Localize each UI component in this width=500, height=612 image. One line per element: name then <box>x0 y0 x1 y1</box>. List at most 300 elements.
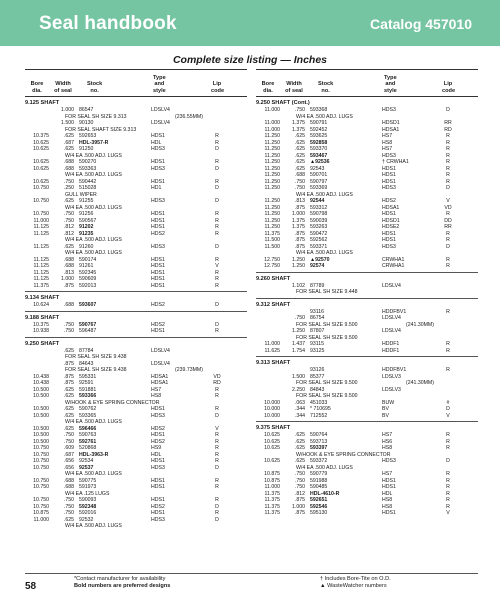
lip-code-cell: D <box>446 243 450 250</box>
header-width: Width of seal <box>54 81 72 94</box>
type-style-cell: HDS1 <box>151 276 165 282</box>
lip-code-cell: D <box>215 165 219 172</box>
stock-no-cell: 93116 <box>310 308 325 315</box>
lip-code-cell: R <box>446 165 450 172</box>
right-listing <box>256 100 478 517</box>
bore-dia-cell: 10.750 <box>33 464 49 471</box>
seal-width-cell: 1.375 <box>292 217 305 224</box>
seal-width-cell: .688 <box>63 165 74 172</box>
stock-no-cell: 590764 <box>310 432 328 438</box>
stock-no-cell: 87807 <box>310 328 325 334</box>
seal-width-cell: 1.250 <box>292 263 305 269</box>
type-style-cell: HDSA1 <box>382 126 400 133</box>
seal-width-cell: .656 <box>63 458 74 464</box>
seal-width-cell: .750 <box>63 321 74 328</box>
stock-no-cell: 593607 <box>79 302 97 308</box>
stock-no-cell: 590270 <box>79 159 97 165</box>
type-style-cell: HD1 <box>151 185 162 191</box>
seal-width-cell: .625 <box>294 432 305 438</box>
bore-dia-cell: 11.250 <box>264 146 280 152</box>
seal-width-cell: 1.000 <box>292 211 305 217</box>
bore-dia-cell: 11.250 <box>264 185 280 191</box>
note-text: W/4 EA .500 ADJ. LUGS <box>296 464 353 471</box>
bore-dia-cell: 10.938 <box>33 328 49 334</box>
seal-width-cell: 2.250 <box>292 386 305 393</box>
lip-code-cell: V <box>446 510 450 516</box>
lip-code-cell: RR <box>444 224 452 230</box>
shaft-section-title: 9.125 SHAFT <box>25 100 60 106</box>
type-style-cell: HDS1 <box>151 458 165 464</box>
stock-no-cell: 590791 <box>310 120 328 126</box>
type-style-cell: HDS1 <box>151 406 165 412</box>
seal-width-cell: .625 <box>63 412 74 419</box>
seal-width-cell: .812 <box>63 230 74 237</box>
type-style-cell: HDS3 <box>382 107 396 113</box>
bore-dia-cell: 11.125 <box>33 243 49 250</box>
seal-width-cell: .625 <box>294 445 305 451</box>
seal-width-cell: .750 <box>294 107 305 113</box>
stock-no-cell: 592562 <box>310 237 328 243</box>
seal-width-cell: .688 <box>63 159 74 165</box>
stock-no-cell: 596487 <box>79 328 97 334</box>
bore-dia-cell: 11.250 <box>264 133 280 139</box>
stock-no-cell: 84843 <box>310 386 325 393</box>
bore-dia-cell: 10.375 <box>33 133 49 139</box>
seal-width-cell: .625 <box>294 438 305 445</box>
type-style-cell: HDS1 <box>382 172 396 178</box>
lip-code-cell: R <box>446 308 450 315</box>
type-style-cell: HDSD1 <box>382 217 400 224</box>
seal-width-cell: .750 <box>63 328 74 334</box>
bore-dia-cell: 10.875 <box>33 510 49 516</box>
bore-dia-cell: 10.500 <box>33 406 49 412</box>
column-header <box>25 69 247 97</box>
note-text: W/4 EA .500 ADJ. LUGS <box>65 419 122 425</box>
stock-no-cell: 591973 <box>79 484 97 490</box>
stock-no-cell: 92591 <box>79 380 94 386</box>
stock-no-cell: 593397 <box>310 445 328 451</box>
lip-code-cell: R <box>446 432 450 438</box>
lip-code-cell: R <box>446 159 450 165</box>
stock-no-cell: 84643 <box>79 360 94 367</box>
lip-code-cell: RD <box>213 380 221 386</box>
lip-code-cell: R <box>446 146 450 152</box>
stock-no-cell: 590775 <box>79 477 97 484</box>
bore-dia-cell: 10.750 <box>33 445 49 451</box>
stock-no-cell: 593371 <box>310 243 328 250</box>
stock-no-cell: 86754 <box>310 315 325 321</box>
table-row <box>256 510 478 517</box>
bore-dia-cell: 10.625 <box>264 458 280 464</box>
bore-dia-cell: 10.875 <box>264 477 280 484</box>
note-text: FOR SEAL SH SIZE 9.313 <box>65 113 127 120</box>
lip-code-cell: # <box>446 399 450 406</box>
type-style-cell: HDS1 <box>151 497 165 503</box>
type-style-cell: BUW <box>382 399 395 406</box>
note-text: W/4 EA .500 ADJ. LUGS <box>65 172 122 178</box>
type-style-cell: HDSE2 <box>382 224 400 230</box>
note-text: W/4 EA .500 ADJ. LUGS <box>65 471 122 477</box>
bore-dia-cell: 10.625 <box>33 165 49 172</box>
stock-no-cell: 592016 <box>79 510 97 516</box>
lip-code-cell: R <box>446 367 450 373</box>
bore-dia-cell: 10.000 <box>264 399 280 406</box>
type-style-cell: CRWHA1 <box>382 263 405 269</box>
type-style-cell: HDS1 <box>151 282 165 289</box>
type-style-cell: HDS3 <box>382 152 396 159</box>
bore-dia-cell: 10.750 <box>33 484 49 490</box>
note-text: FOR SEAL SH SIZE 9.438 <box>65 354 127 360</box>
seal-width-cell: .625 <box>63 347 74 354</box>
seal-width-cell: .625 <box>63 406 74 412</box>
seal-width-cell: .625 <box>63 146 74 152</box>
type-style-cell: HDS1 <box>151 328 165 334</box>
seal-width-cell: .625 <box>63 425 74 432</box>
bore-dia-cell: 11.250 <box>264 165 280 172</box>
seal-width-cell: 1.250 <box>292 256 305 263</box>
type-style-cell: HS8 <box>382 445 393 451</box>
bore-dia-cell: 10.500 <box>33 432 49 438</box>
lip-code-cell: R <box>215 178 219 185</box>
bore-dia-cell: 11.000 <box>264 126 280 133</box>
type-style-cell: HDS2 <box>151 302 165 308</box>
stock-no-cell: HDL-3957-R <box>79 139 109 146</box>
seal-width-cell: .875 <box>294 237 305 243</box>
seal-width-cell: .813 <box>63 269 74 276</box>
stock-no-cell: 593368 <box>310 107 328 113</box>
type-style-cell: HDS1 <box>382 165 396 172</box>
header-type: Type and style <box>384 74 397 94</box>
section-divider <box>256 272 478 273</box>
seal-width-cell: 1.437 <box>292 341 305 347</box>
seal-width-cell: .812 <box>63 224 74 230</box>
bore-dia-cell: 10.500 <box>33 438 49 445</box>
header-lip: Lip code <box>442 81 456 94</box>
seal-width-cell: .625 <box>294 146 305 152</box>
type-style-cell: HDL <box>151 451 162 458</box>
stock-no-cell: 91260 <box>79 243 94 250</box>
bore-dia-cell: 10.875 <box>264 471 280 477</box>
type-style-cell: HS7 <box>382 471 393 477</box>
lip-code-cell: R <box>215 406 219 412</box>
type-style-cell: LDSLV4 <box>151 107 170 113</box>
stock-no-cell: HDL-3963-R <box>79 451 109 458</box>
seal-width-cell: .625 <box>294 165 305 172</box>
seal-width-cell: .750 <box>63 178 74 185</box>
seal-width-cell: .750 <box>294 315 305 321</box>
seal-width-cell: .688 <box>63 477 74 484</box>
lip-code-cell: R <box>215 510 219 516</box>
stock-no-cell: 592345 <box>79 269 97 276</box>
lip-code-cell: D <box>446 458 450 464</box>
lip-code-cell: R <box>446 341 450 347</box>
footnote-wastewatcher: ▲ WasteWatcher numbers <box>320 583 387 589</box>
footnote-bore-tite: † Includes Bore-Tite on O.D. <box>320 576 391 582</box>
type-style-cell: LDSLV4 <box>151 360 170 367</box>
lip-code-cell: R <box>215 269 219 276</box>
stock-no-cell: 92543 <box>310 165 325 172</box>
section-divider <box>25 311 247 312</box>
lip-code-cell: R <box>215 217 219 224</box>
footnote-availability: *Contact manufacturer for availability <box>74 576 166 582</box>
bore-dia-cell: 11.500 <box>264 243 280 250</box>
bore-dia-cell: 10.750 <box>33 477 49 484</box>
type-style-cell: HDS2 <box>151 438 165 445</box>
lip-code-cell: V <box>215 263 219 269</box>
lip-code-cell: R <box>215 497 219 503</box>
shaft-section-title: 9.250 SHAFT <box>25 340 60 347</box>
seal-width-cell: .813 <box>294 198 305 204</box>
type-style-cell: HDS3 <box>151 516 165 523</box>
bore-dia-cell: 11.375 <box>264 510 280 516</box>
seal-width-cell: .625 <box>294 458 305 464</box>
bore-dia-cell: 10.750 <box>33 458 49 464</box>
stock-no-cell: 590763 <box>79 432 97 438</box>
table-row <box>25 283 247 290</box>
stock-no-cell: 91202 <box>79 224 94 230</box>
bore-dia-cell: 11.250 <box>264 139 280 146</box>
type-style-cell: HDS1 <box>382 230 396 237</box>
type-style-cell: LDSLV4 <box>382 282 401 289</box>
seal-width-cell: 1.500 <box>61 120 74 126</box>
type-style-cell: HDS3 <box>151 165 165 172</box>
bore-dia-cell: 11.250 <box>264 211 280 217</box>
type-style-cell: HDS3 <box>382 243 396 250</box>
seal-width-cell: .688 <box>294 172 305 178</box>
stock-no-cell: 593467 <box>310 152 328 159</box>
bore-dia-cell: 11.250 <box>264 152 280 159</box>
lip-code-cell: R <box>215 451 219 458</box>
seal-width-cell: .625 <box>294 159 305 165</box>
type-style-cell: HDS1 <box>151 159 165 165</box>
left-listing <box>25 100 247 530</box>
seal-width-cell: .750 <box>63 503 74 510</box>
lip-code-cell: D <box>446 406 450 412</box>
bore-dia-cell: 10.500 <box>33 386 49 393</box>
bore-dia-cell: 10.375 <box>33 321 49 328</box>
lip-code-cell: R <box>215 328 219 334</box>
type-style-cell: HDS1 <box>382 510 396 516</box>
stock-no-cell: 590039 <box>310 217 328 224</box>
bore-dia-cell: 11.000 <box>264 107 280 113</box>
bore-dia-cell: 10.625 <box>33 139 49 146</box>
type-style-cell: LDSLV4 <box>151 120 170 126</box>
type-style-cell: HDDFBV1 <box>382 308 407 315</box>
stock-no-cell: 86547 <box>79 107 94 113</box>
seal-width-cell: .625 <box>294 139 305 146</box>
lip-code-cell: R <box>446 490 450 497</box>
type-style-cell: HDS2 <box>151 425 165 432</box>
handbook-title: Seal handbook <box>39 13 177 34</box>
lip-code-cell: D <box>215 198 219 204</box>
stock-no-cell: 91256 <box>79 211 94 217</box>
stock-no-cell: 592653 <box>79 133 97 139</box>
seal-width-cell: .625 <box>294 133 305 139</box>
seal-width-cell: .875 <box>63 282 74 289</box>
bore-dia-cell: 11.000 <box>264 484 280 490</box>
seal-width-cell: .750 <box>294 178 305 185</box>
seal-width-cell: .688 <box>63 256 74 263</box>
lip-code-cell: R <box>446 438 450 445</box>
lip-code-cell: R <box>215 276 219 282</box>
bore-dia-cell: 10.750 <box>33 198 49 204</box>
type-style-cell: HDL <box>382 490 393 497</box>
right-column <box>256 69 478 517</box>
type-style-cell: HDS1 <box>151 484 165 490</box>
lip-code-cell: R <box>215 386 219 393</box>
stock-no-cell: ▲92536 <box>310 159 330 165</box>
bore-dia-cell: 11.375 <box>264 230 280 237</box>
bore-dia-cell: 10.625 <box>264 438 280 445</box>
stock-no-cell: 593370 <box>310 146 328 152</box>
lip-code-cell: DD <box>444 217 452 224</box>
lip-code-cell: R <box>446 230 450 237</box>
type-style-cell: HS8 <box>382 503 393 510</box>
type-style-cell: HDS2 <box>151 503 165 510</box>
lip-code-cell: D <box>215 302 219 308</box>
seal-width-cell: .625 <box>63 393 74 399</box>
lip-code-cell: R <box>446 471 450 477</box>
lip-code-cell: R <box>446 256 450 263</box>
stock-no-cell: 593372 <box>310 458 328 464</box>
stock-no-cell: 590701 <box>310 172 328 178</box>
seal-width-cell: .750 <box>63 438 74 445</box>
seal-width-cell: .688 <box>63 484 74 490</box>
lip-code-cell: R <box>215 133 219 139</box>
bore-dia-cell: 11.250 <box>264 224 280 230</box>
bore-dia-cell: 11.375 <box>264 497 280 503</box>
stock-no-cell: 91261 <box>79 263 94 269</box>
lip-code-cell: R <box>215 445 219 451</box>
bore-dia-cell: 10.625 <box>33 178 49 185</box>
seal-width-cell: .688 <box>63 302 74 308</box>
type-style-cell: HDS1 <box>151 432 165 438</box>
type-style-cell: HDS1 <box>151 477 165 484</box>
lip-code-cell: R <box>446 503 450 510</box>
bore-dia-cell: 10.750 <box>33 185 49 191</box>
stock-no-cell: * 710695 <box>310 406 331 412</box>
type-style-cell: HS8 <box>382 139 393 146</box>
lip-code-cell: D <box>215 321 219 328</box>
bore-dia-cell: 11.500 <box>264 237 280 243</box>
lip-code-cell: R <box>446 178 450 185</box>
seal-width-cell: .750 <box>63 497 74 503</box>
stock-no-cell: 87784 <box>79 347 94 354</box>
bore-dia-cell: 10.000 <box>264 412 280 419</box>
lip-code-cell: R <box>215 484 219 490</box>
lip-code-cell: R <box>446 152 450 159</box>
note-text: FOR SEAL SH SIZE 9.500 <box>296 393 358 399</box>
bore-dia-cell: 11.000 <box>33 217 49 224</box>
stock-no-cell: 590174 <box>79 256 97 263</box>
bore-dia-cell: 11.125 <box>33 269 49 276</box>
section-divider <box>25 337 247 338</box>
type-style-cell: CRWHA1 <box>382 256 405 263</box>
shaft-section-title: 9.375 SHAFT <box>256 425 291 431</box>
header-stock: Stock no. <box>87 81 103 94</box>
seal-width-cell: .625 <box>63 198 74 204</box>
lip-code-cell: R <box>446 477 450 484</box>
stock-no-cell: 590442 <box>79 178 97 185</box>
stock-no-cell: 592761 <box>79 438 97 445</box>
seal-width-cell: .625 <box>63 516 74 523</box>
stock-no-cell: 591881 <box>79 386 97 393</box>
note-text: W/4 EA .500 ADJ. LUGS <box>296 191 353 198</box>
stock-no-cell: 93126 <box>310 367 325 373</box>
stock-no-cell: 92534 <box>79 458 94 464</box>
seal-width-cell: .875 <box>294 243 305 250</box>
bore-dia-cell: 11.000 <box>264 120 280 126</box>
note-text: FOR SEAL SH SIZE 9.500 <box>296 321 358 328</box>
type-style-cell: HDS3 <box>382 458 396 464</box>
note-text: W/HOOK & EYE SPRING CONNECTOR <box>296 451 391 458</box>
shaft-section-title: 9.312 SHAFT <box>256 301 291 308</box>
seal-width-cell: .875 <box>294 204 305 211</box>
stock-no-cell: 590472 <box>310 230 328 237</box>
type-style-cell: HS8 <box>151 393 162 399</box>
type-style-cell: HDS1 <box>382 211 396 217</box>
bore-dia-cell: 11.250 <box>264 159 280 165</box>
lip-code-cell: D <box>215 503 219 510</box>
stock-no-cell: 593366 <box>79 393 97 399</box>
seal-width-cell: .750 <box>294 471 305 477</box>
type-style-cell: HDS3 <box>151 243 165 250</box>
catalog-number: Catalog 457010 <box>370 16 472 32</box>
stock-no-cell: 92544 <box>310 198 325 204</box>
header-bore: Bore dia. <box>261 81 275 94</box>
lip-code-cell: VD <box>444 204 452 211</box>
stock-no-cell: 595331 <box>79 373 97 380</box>
footnote-bold-preferred: Bold numbers are preferred designs <box>74 583 171 589</box>
table-note-row <box>25 523 247 530</box>
bore-dia-cell: 11.250 <box>264 198 280 204</box>
bore-dia-cell: 10.625 <box>264 445 280 451</box>
stock-no-cell: 592546 <box>310 503 328 510</box>
bore-dia-cell: 10.750 <box>33 451 49 458</box>
stock-no-cell: 595130 <box>310 510 328 516</box>
stock-no-cell: 91235 <box>79 230 94 237</box>
stock-no-cell: 92574 <box>310 263 325 269</box>
stock-no-cell: 85377 <box>310 373 325 380</box>
bore-dia-cell: 10.438 <box>33 373 49 380</box>
type-style-cell: HDS1 <box>151 269 165 276</box>
note-text: FOR SEAL SH SIZE 9.438 <box>65 367 127 373</box>
seal-width-cell: .750 <box>294 185 305 191</box>
type-style-cell: HDS1 <box>382 484 396 490</box>
note-text: GULL WIPER <box>65 191 97 198</box>
seal-width-cell: 1.102 <box>292 282 305 289</box>
note-text: FOR SEAL SH SIZE 9.448 <box>296 289 358 295</box>
seal-width-cell: .687 <box>63 139 74 146</box>
stock-no-cell: 590798 <box>310 211 328 217</box>
shaft-section-title: 9.313 SHAFT <box>256 360 291 366</box>
type-style-cell: HDS2 <box>151 321 165 328</box>
type-style-cell: BV <box>382 406 389 412</box>
type-style-cell: LDSLV3 <box>382 386 401 393</box>
seal-width-cell: .875 <box>294 230 305 237</box>
bore-dia-cell: 11.250 <box>264 204 280 211</box>
seal-width-cell: .687 <box>63 451 74 458</box>
shaft-section-title: 9.250 SHAFT (Cont.) <box>256 100 310 106</box>
note-text: W/4 EA .500 ADJ. LUGS <box>296 250 353 256</box>
seal-width-cell: .875 <box>63 380 74 386</box>
table-row <box>25 302 247 309</box>
stock-no-cell: 590762 <box>79 406 97 412</box>
seal-width-cell: 1.000 <box>61 276 74 282</box>
stock-no-cell: 87789 <box>310 282 325 289</box>
header-type: Type and style <box>153 74 166 94</box>
note-text: W/4 EA .500 ADJ. LUGS <box>65 152 122 159</box>
